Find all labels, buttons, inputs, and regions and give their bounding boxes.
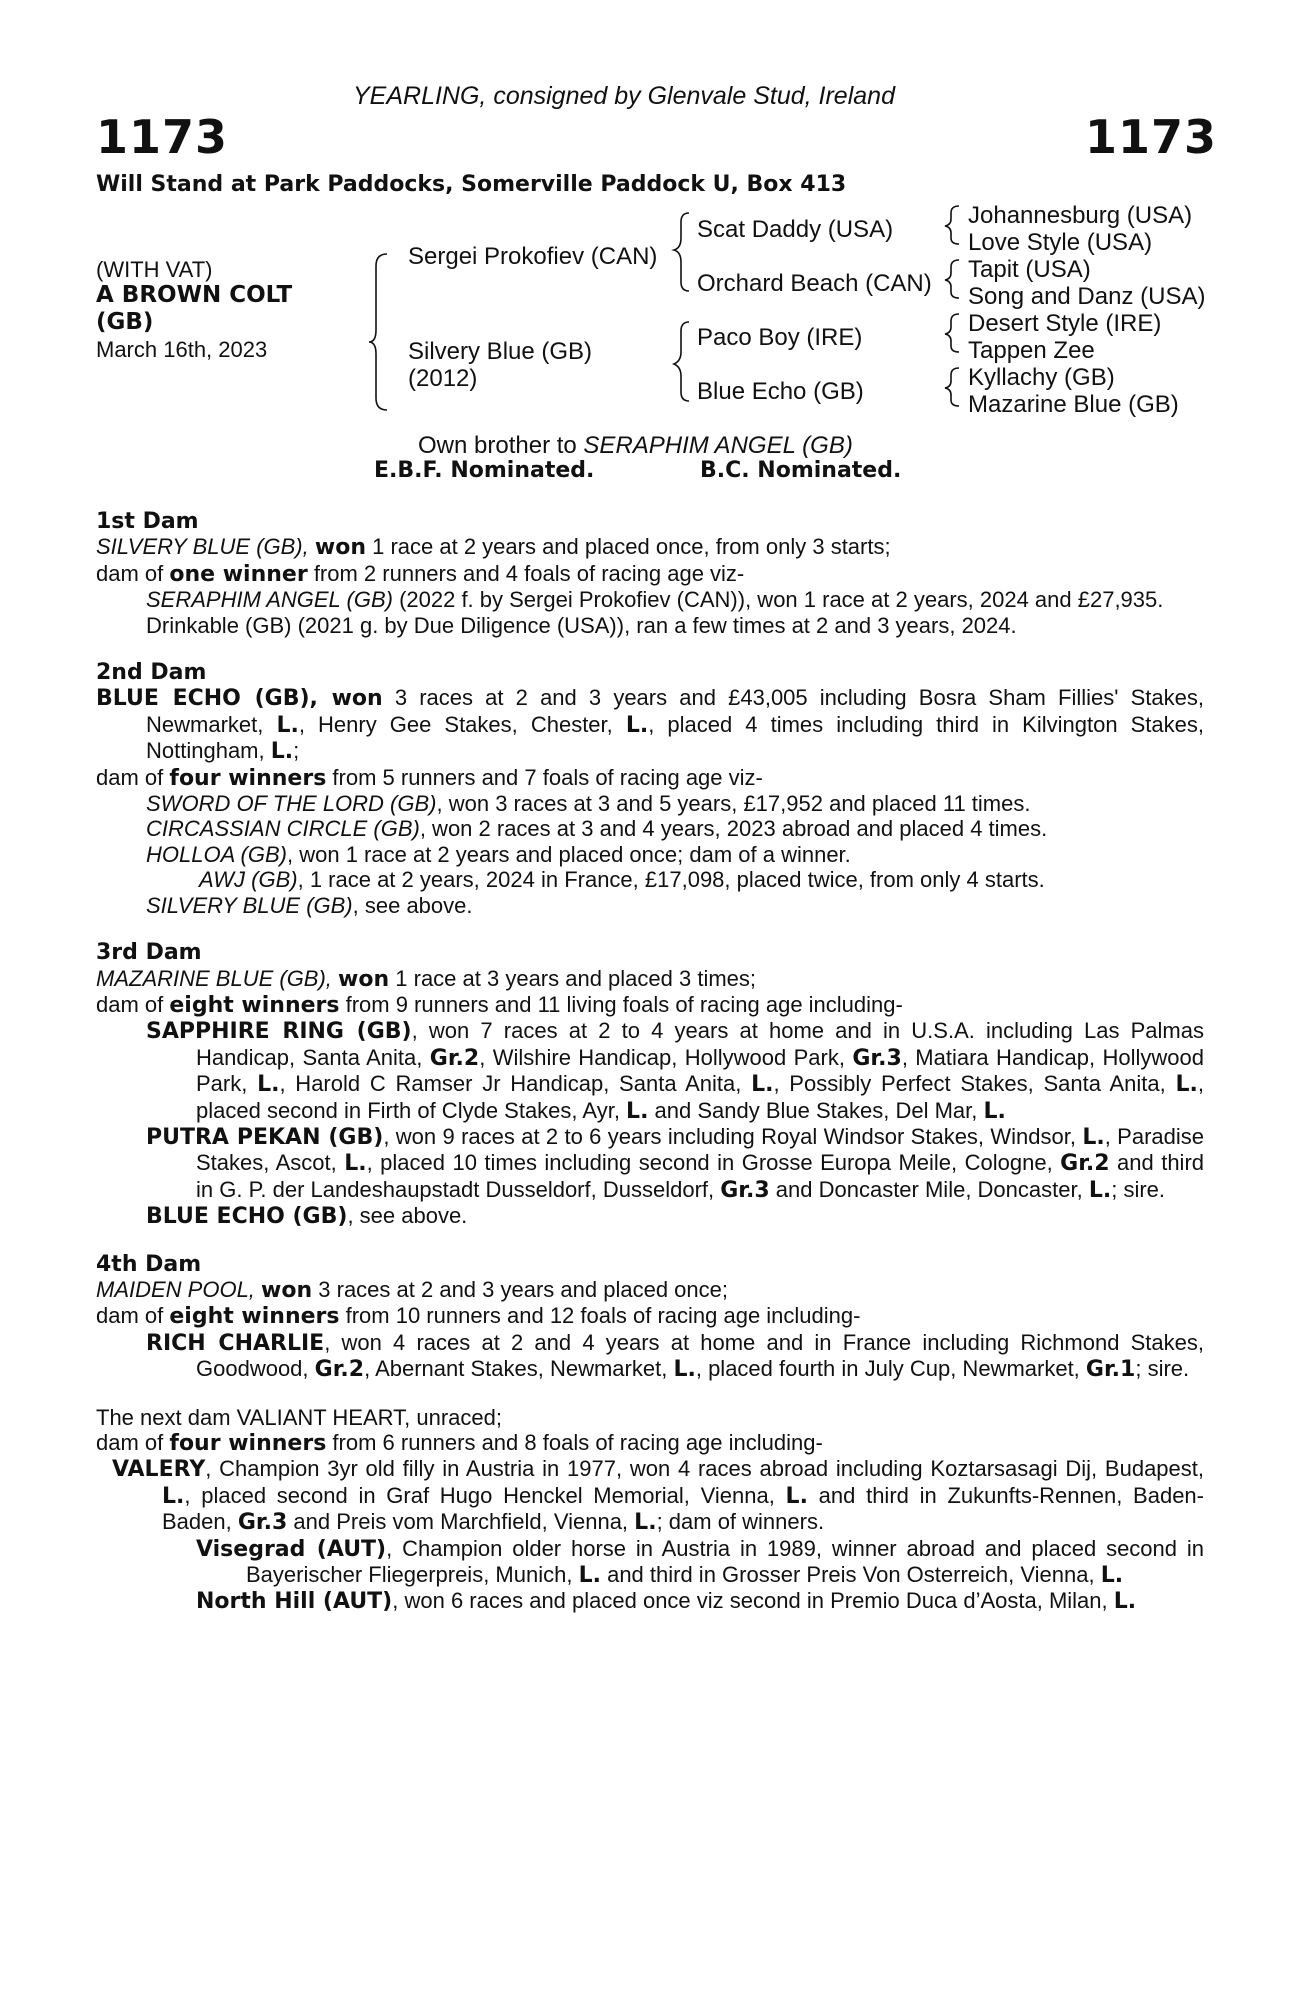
ggp-2: Love Style (USA) bbox=[968, 229, 1153, 256]
second-dam-grandproduce-1: AWJ (GB), 1 race at 2 years, 2024 in France, £17,098, placed twice, from only 4 starts. bbox=[199, 867, 1045, 893]
foaling-date: March 16th, 2023 bbox=[96, 337, 268, 362]
next-dam-grandproduce-north-hill: North Hill (AUT), won 6 races and placed once viz second in Premio Duca d’Aosta, Milan, L. bbox=[196, 1588, 1137, 1615]
fourth-dam-produce-summary: dam of eight winners from 10 runners and 12 foals of racing age including- bbox=[96, 1303, 861, 1330]
ebf-nomination: E.B.F. Nominated. bbox=[374, 458, 595, 483]
vat-note: (WITH VAT) bbox=[96, 257, 213, 282]
first-dam-produce-2: Drinkable (GB) (2021 g. by Due Diligence (USA)), ran a few times at 2 and 3 years, 2024. bbox=[146, 612, 1017, 638]
third-dam-heading: 3rd Dam bbox=[96, 940, 202, 966]
fourth-dam-record: MAIDEN POOL, won 3 races at 2 and 3 years and placed once; bbox=[96, 1276, 728, 1303]
dam-brace bbox=[674, 322, 689, 401]
ggp-7: Kyllachy (GB) bbox=[968, 364, 1115, 391]
fourth-dam-produce-rich-charlie: RICH CHARLIE, won 4 races at 2 and 4 years at home and in France including Richmond Stakes, Goodwood, Gr.2, Abernant Stakes, Newmarket, L., placed fourth in July Cup, Newmarket, Gr.1; sire. bbox=[146, 1329, 1204, 1383]
first-dam-produce-summary: dam of one winner from 2 runners and 4 foals of racing age viz- bbox=[96, 560, 745, 587]
fourth-dam-section bbox=[96, 1252, 1204, 1383]
ggp-brace-4 bbox=[945, 368, 959, 406]
dam-sections bbox=[96, 509, 1204, 1615]
dam-year: (2012) bbox=[408, 365, 478, 392]
ggp-5: Desert Style (IRE) bbox=[968, 310, 1162, 337]
second-dam-section bbox=[96, 660, 1204, 918]
third-dam-section bbox=[96, 940, 1204, 1229]
next-dam-grandproduce-visegrad: Visegrad (AUT), Champion older horse in Austria in 1989, winner abroad and placed second in Bayerischer Fliegerpreis, Munich, L. and third in Grosser Preis Von Osterreich, Vienna, L. bbox=[196, 1535, 1204, 1589]
own-brother-note: Own brother to SERAPHIM ANGEL (GB) bbox=[418, 432, 853, 459]
third-dam-produce-putra-pekan: PUTRA PEKAN (GB), won 9 races at 2 to 6 years including Royal Windsor Stakes, Windsor, L., Paradise Stakes, Ascot, L., placed 10 times including second in Grosse Europa Meile, Cologne, Gr.2 and third in G. P. der Landeshaupstadt Dusseldorf, Dusseldorf, Gr.3 and Doncaster Mile, Doncaster, L.; sire. bbox=[146, 1123, 1205, 1203]
next-dam-record: The next dam VALIANT HEART, unraced; bbox=[96, 1404, 502, 1430]
third-dam-produce-blue-echo: BLUE ECHO (GB), see above. bbox=[146, 1203, 468, 1230]
ggp-8: Mazarine Blue (GB) bbox=[968, 391, 1179, 418]
second-dam-heading: 2nd Dam bbox=[96, 660, 207, 686]
next-dam-produce-valery: VALERY, Champion 3yr old filly in Austria in 1977, won 4 races abroad including Koztarsasagi Dij, Budapest, L., placed second in Graf Hugo Henckel Memorial, Vienna, L. and third in Zukunfts-Rennen, Baden-Baden, Gr.3 and Preis vom Marchfield, Vienna, L.; dam of winners. bbox=[112, 1456, 1204, 1536]
ggp-brace-3 bbox=[945, 314, 959, 352]
ggp-1: Johannesburg (USA) bbox=[968, 202, 1193, 229]
ggp-4: Song and Danz (USA) bbox=[968, 283, 1206, 310]
second-dam-produce-2: CIRCASSIAN CIRCLE (GB), won 2 races at 3 and 4 years, 2023 abroad and placed 4 times. bbox=[146, 816, 1048, 842]
consignor-subtitle: YEARLING, consigned by Glenvale Stud, Ireland bbox=[353, 82, 895, 110]
ggp-brace-1 bbox=[945, 206, 959, 244]
first-dam-produce-1: SERAPHIM ANGEL (GB) (2022 f. by Sergei Prokofiev (CAN)), won 1 race at 2 years, 2024 and £27,935. bbox=[146, 587, 1164, 613]
sire-name: Sergei Prokofiev (CAN) bbox=[408, 243, 658, 270]
stand-location: Will Stand at Park Paddocks, Somerville Paddock U, Box 413 bbox=[96, 172, 847, 197]
lot-number-left: 1173 bbox=[96, 110, 229, 164]
dam-sire-name: Paco Boy (IRE) bbox=[697, 324, 863, 351]
third-dam-produce-summary: dam of eight winners from 9 runners and 11 living foals of racing age including- bbox=[96, 991, 903, 1018]
sire-sire-name: Scat Daddy (USA) bbox=[697, 216, 894, 243]
first-dam-heading: 1st Dam bbox=[96, 509, 199, 534]
first-dam-section bbox=[96, 509, 1204, 638]
third-dam-record: MAZARINE BLUE (GB), won 1 race at 3 years and placed 3 times; bbox=[96, 965, 757, 992]
second-dam-record: BLUE ECHO (GB), won 3 races at 2 and 3 years and £43,005 including Bosra Sham Fillies' Stakes, Newmarket, L., Henry Gee Stakes, Chester, L., placed 4 times including third in Kilvington Stakes, Nottingham, L.; bbox=[96, 685, 1205, 765]
dam-dam-name: Blue Echo (GB) bbox=[697, 378, 864, 405]
ggp-brace-2 bbox=[945, 260, 959, 298]
lot-number-right: 1173 bbox=[1085, 110, 1218, 164]
ggp-6: Tappen Zee bbox=[968, 337, 1095, 364]
sire-brace bbox=[674, 213, 689, 291]
sire-dam-name: Orchard Beach (CAN) bbox=[697, 270, 932, 297]
second-dam-produce-4: SILVERY BLUE (GB), see above. bbox=[146, 892, 473, 918]
bc-nomination: B.C. Nominated. bbox=[700, 458, 902, 483]
main-brace bbox=[369, 254, 387, 410]
fourth-dam-heading: 4th Dam bbox=[96, 1251, 202, 1277]
second-dam-produce-1: SWORD OF THE LORD (GB), won 3 races at 3 and 5 years, £17,952 and placed 11 times. bbox=[146, 791, 1031, 817]
third-dam-produce-sapphire-ring: SAPPHIRE RING (GB), won 7 races at 2 to 4 years at home and in U.S.A. including Las Palmas Handicap, Santa Anita, Gr.2, Wilshire Handicap, Hollywood Park, Gr.3, Matiara Handicap, Hollywood Park, L., Harold C Ramser Jr Handicap, Santa Anita, L., Possibly Perfect Stakes, Santa Anita, L., placed second in Firth of Clyde Stakes, Ayr, L. and Sandy Blue Stakes, Del Mar, L. bbox=[146, 1018, 1204, 1124]
next-dam-section bbox=[96, 1405, 1204, 1615]
second-dam-produce-3: HOLLOA (GB), won 1 race at 2 years and placed once; dam of a winner. bbox=[146, 841, 851, 867]
first-dam-record: SILVERY BLUE (GB), won 1 race at 2 years and placed once, from only 3 starts; bbox=[96, 534, 891, 561]
horse-description: A BROWN COLT bbox=[96, 282, 293, 308]
horse-origin: (GB) bbox=[96, 309, 154, 335]
next-dam-produce-summary: dam of four winners from 6 runners and 8 foals of racing age including- bbox=[96, 1430, 823, 1456]
second-dam-produce-summary: dam of four winners from 5 runners and 7 foals of racing age viz- bbox=[96, 764, 763, 791]
dam-name: Silvery Blue (GB) bbox=[408, 338, 593, 365]
ggp-3: Tapit (USA) bbox=[968, 256, 1091, 283]
